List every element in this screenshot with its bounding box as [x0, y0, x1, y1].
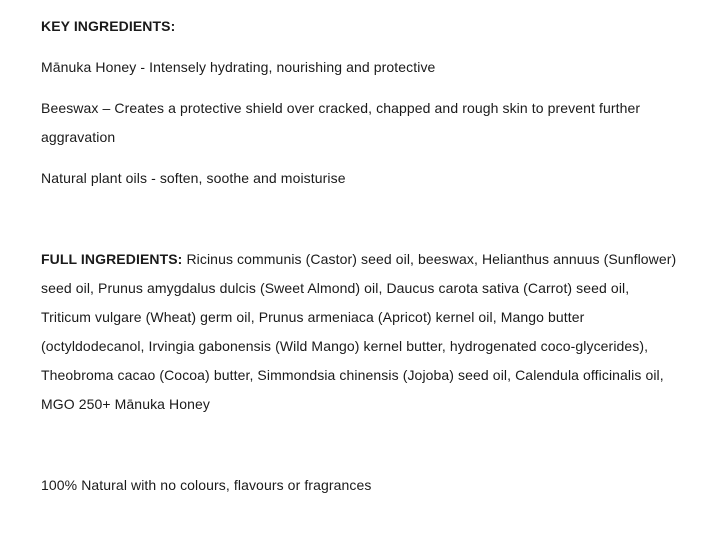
key-ingredients-heading: KEY INGREDIENTS:: [41, 18, 176, 34]
full-ingredients-line-5: Theobroma cacao (Cocoa) butter, Simmondsia chinensis (Jojoba) seed oil, Calendula officinalis oil,: [41, 367, 664, 383]
natural-claim: 100% Natural with no colours, flavours or fragrances: [41, 477, 372, 493]
full-ingredients-text-1: Ricinus communis (Castor) seed oil, beeswax, Helianthus annuus (Sunflower): [186, 251, 677, 267]
full-ingredients-line-2: seed oil, Prunus amygdalus dulcis (Sweet Almond) oil, Daucus carota sativa (Carrot) seed oil,: [41, 280, 630, 296]
key-ingredient-manuka: Mānuka Honey - Intensely hydrating, nourishing and protective: [41, 59, 436, 75]
key-ingredient-plant-oils: Natural plant oils - soften, soothe and moisturise: [41, 170, 346, 186]
full-ingredients-line-4: (octyldodecanol, Irvingia gabonensis (Wild Mango) kernel butter, hydrogenated coco-glycerides),: [41, 338, 649, 354]
key-ingredients-block: [41, 12, 693, 193]
full-ingredients-heading: FULL INGREDIENTS:: [41, 251, 183, 267]
full-ingredients-line-1: [41, 245, 693, 274]
full-ingredients-block: [41, 245, 693, 419]
key-ingredient-beeswax-line-2: aggravation: [41, 129, 116, 145]
key-ingredient-beeswax-line-1: Beeswax – Creates a protective shield over cracked, chapped and rough skin to prevent further: [41, 100, 641, 116]
natural-claim-block: [41, 471, 693, 500]
full-ingredients-line-6: MGO 250+ Mānuka Honey: [41, 396, 211, 412]
full-ingredients-line-3: Triticum vulgare (Wheat) germ oil, Prunus armeniaca (Apricot) kernel oil, Mango butter: [41, 309, 585, 325]
